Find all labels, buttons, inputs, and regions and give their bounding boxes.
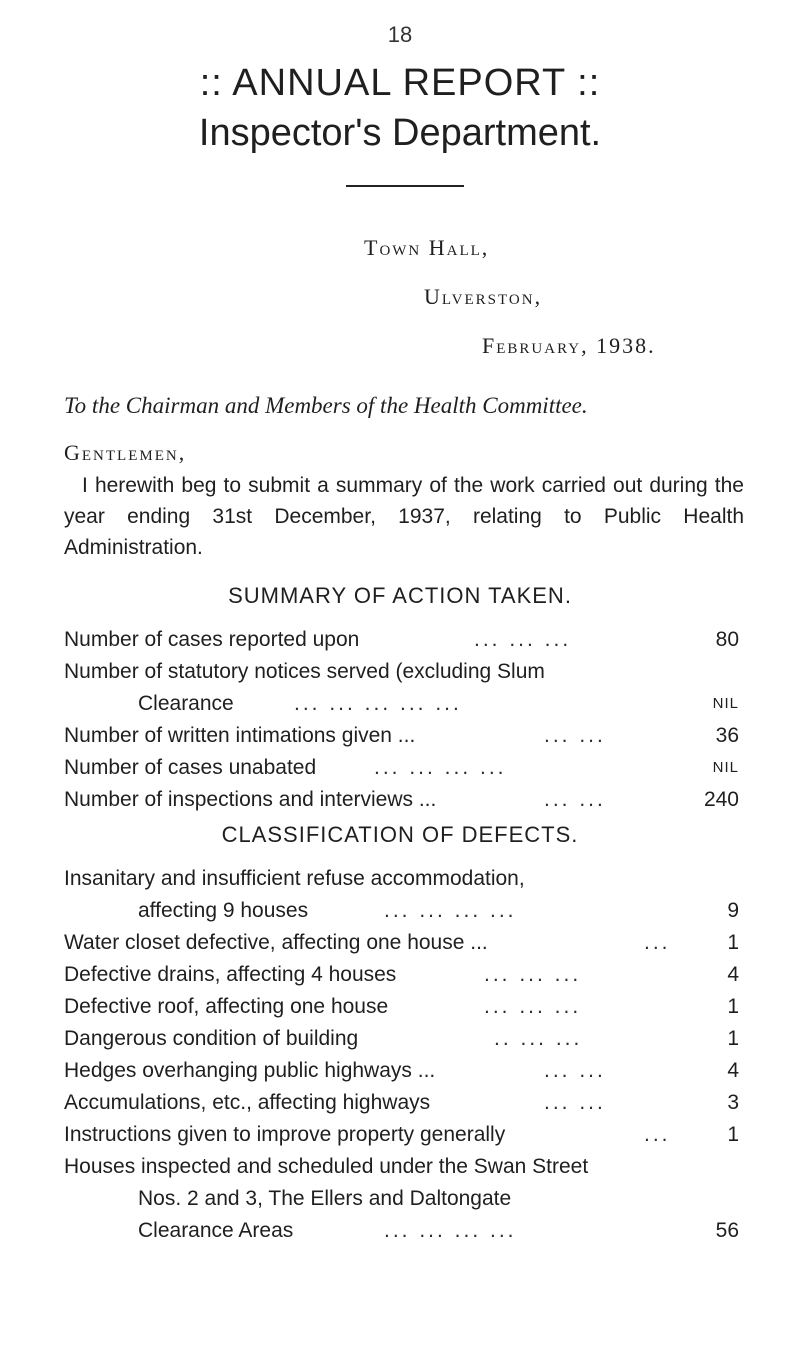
salutation-gentlemen: Gentlemen, xyxy=(64,440,187,465)
defect-row xyxy=(64,1055,739,1086)
row-label: Clearance xyxy=(138,692,234,715)
defect-row xyxy=(64,895,739,926)
row-label: Defective drains, affecting 4 houses xyxy=(64,963,397,986)
leader-dots: ... xyxy=(644,1123,671,1146)
defects-heading: CLASSIFICATION OF DEFECTS. xyxy=(221,822,579,847)
row-value: 4 xyxy=(727,963,739,986)
defect-row xyxy=(64,1215,739,1246)
summary-row xyxy=(64,752,739,783)
address-date: February, 1938. xyxy=(482,333,656,358)
row-label: Defective roof, affecting one house xyxy=(64,995,389,1018)
summary-row xyxy=(64,624,739,655)
row-value: 4 xyxy=(727,1059,739,1082)
defect-row xyxy=(64,1023,739,1054)
defect-row xyxy=(64,959,739,990)
intro-paragraph: I herewith beg to submit a summary of the work carried out during the year ending 31st December, 1937, relating to Public Health Administration. xyxy=(64,474,744,559)
row-label: Insanitary and insufficient refuse accommodation, xyxy=(64,867,525,890)
leader-dots: ... ... ... xyxy=(484,995,582,1018)
defect-row xyxy=(64,927,739,958)
row-value: 3 xyxy=(727,1091,739,1114)
row-value: 80 xyxy=(715,628,739,651)
row-value: NIL xyxy=(712,759,739,776)
row-label: Accumulations, etc., affecting highways xyxy=(64,1091,431,1114)
address-line-2: Ulverston, xyxy=(424,284,543,309)
row-label: Number of written intimations given ... xyxy=(64,724,416,747)
leader-dots: ... ... xyxy=(544,1059,606,1082)
page-number: 18 xyxy=(387,22,413,47)
summary-heading: SUMMARY OF ACTION TAKEN. xyxy=(228,583,572,608)
leader-dots: ... ... ... ... xyxy=(374,756,507,779)
leader-dots: ... ... ... xyxy=(484,963,582,986)
row-value: 36 xyxy=(715,724,739,747)
report-title: :: ANNUAL REPORT :: xyxy=(199,62,601,104)
row-value: 56 xyxy=(715,1219,739,1242)
summary-row xyxy=(64,656,739,687)
leader-dots: ... ... ... ... ... xyxy=(294,692,462,715)
divider-rule xyxy=(346,185,464,187)
row-value: 1 xyxy=(727,1027,739,1050)
leader-dots: ... ... ... ... xyxy=(384,1219,517,1242)
row-value: NIL xyxy=(712,695,739,712)
summary-row xyxy=(64,784,739,815)
row-label: Houses inspected and scheduled under the Swan Street xyxy=(64,1155,589,1178)
row-label: Instructions given to improve property generally xyxy=(64,1123,506,1146)
leader-dots: ... xyxy=(644,931,671,954)
row-label: Number of cases unabated xyxy=(64,756,317,779)
defect-row xyxy=(64,863,739,894)
leader-dots: .. ... ... xyxy=(494,1027,583,1050)
defect-row xyxy=(64,1087,739,1118)
row-label: Dangerous condition of building xyxy=(64,1027,359,1050)
leader-dots: ... ... xyxy=(544,1091,606,1114)
row-label: affecting 9 houses xyxy=(138,899,309,922)
leader-dots: ... ... xyxy=(544,788,606,811)
row-label: Number of cases reported upon xyxy=(64,628,360,651)
row-value: 9 xyxy=(727,899,739,922)
leader-dots: ... ... ... ... xyxy=(384,899,517,922)
row-value: 1 xyxy=(727,1123,739,1146)
leader-dots: ... ... xyxy=(544,724,606,747)
summary-row xyxy=(64,720,739,751)
row-label: Water closet defective, affecting one house ... xyxy=(64,931,488,954)
defect-row xyxy=(64,1151,739,1182)
address-line-1: Town Hall, xyxy=(364,235,490,260)
defect-row xyxy=(64,991,739,1022)
row-label: Number of statutory notices served (excluding Slum xyxy=(64,660,545,683)
row-value: 1 xyxy=(727,931,739,954)
row-value: 1 xyxy=(727,995,739,1018)
row-value: 240 xyxy=(703,788,739,811)
leader-dots: ... ... ... xyxy=(474,628,572,651)
salutation-addressee: To the Chairman and Members of the Health Committee. xyxy=(64,393,588,418)
row-label: Hedges overhanging public highways ... xyxy=(64,1059,436,1082)
defect-row xyxy=(64,1119,739,1150)
row-label: Nos. 2 and 3, The Ellers and Daltongate xyxy=(138,1187,512,1210)
row-label: Number of inspections and interviews ... xyxy=(64,788,437,811)
department-subtitle: Inspector's Department. xyxy=(198,112,602,154)
summary-row xyxy=(64,688,739,719)
defect-row xyxy=(64,1183,739,1214)
row-label: Clearance Areas xyxy=(138,1219,294,1242)
